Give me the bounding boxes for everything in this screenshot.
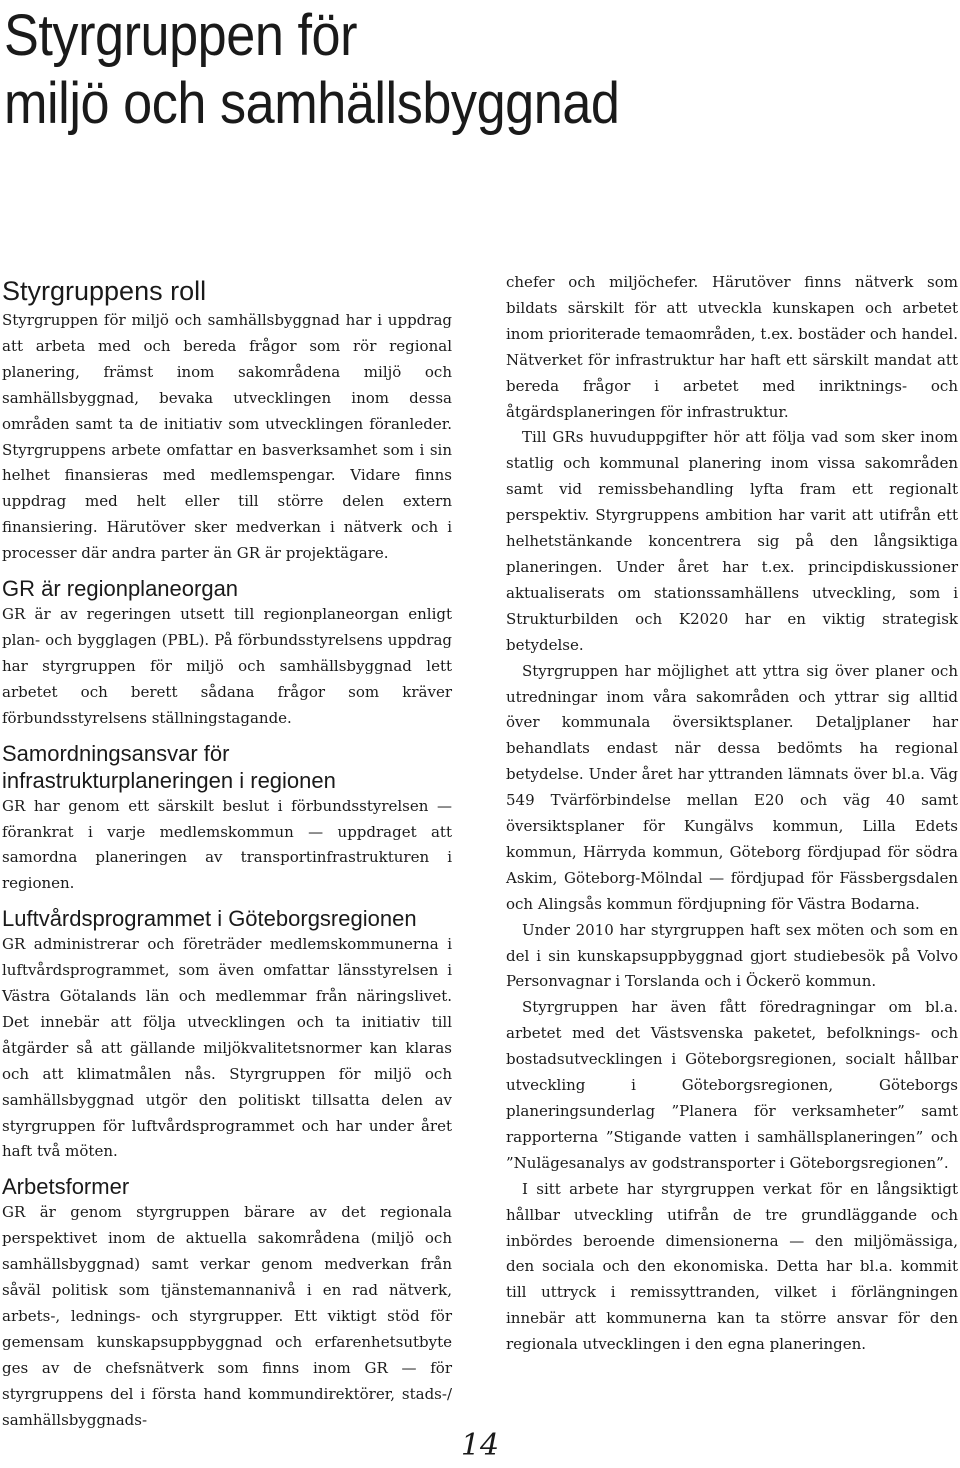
- paragraph-samordningsansvar: GR har genom ett särskilt beslut i förbundsstyrelsen — förankrat i varje medlemskommun — uppdraget att samordna planeringen av transportinfrastrukturen i regionen.: [2, 796, 452, 893]
- section-heading-samordningsansvar: [2, 740, 452, 794]
- section-heading-samordningsansvar-line-2: infrastrukturplaneringen i regionen: [2, 767, 336, 793]
- section-heading-roll: Styrgruppens roll: [2, 276, 207, 306]
- left-column: [2, 270, 452, 1434]
- section-heading-regionplaneorgan: GR är regionplaneorgan: [2, 576, 239, 602]
- paragraph-arbetsformer: GR är genom styrgruppen bärare av det regionala perspektivet inom de aktuella sakområdena (miljö och samhällsbyggnad) samt verkar genom medverkan från såväl politisk som tjänstemannanivå i en rad nätverk, arbets-, lednings- och styrgrupper. Ett viktigt stöd för gemensam kunskapsuppbyggnad och erfarenhetsutbyte ges av de chefsnätverk som finns inom GR — för styrgruppens del i första hand kommundirektörer, stads-/ samhällsbyggnads-: [2, 1203, 452, 1429]
- paragraph-foredragningar: Styrgruppen har även fått föredragningar om bl.a. arbetet med det Västsvenska paketet, befolknings- och bostadsutvecklingen i Göteborgsregionen, socialt hållbar utveckling i Göteborgsregionen, Göteborgs planeringsunderlag ”Planera för verksamheter” samt rapporterna ”Stigande vatten i samhällsplaneringen” och ”Nulägesanalys av godstransporter i Göteborgsregionen”.: [506, 998, 958, 1172]
- section-heading-arbetsformer: Arbetsformer: [2, 1174, 130, 1200]
- section-heading-luftvardsprogrammet: Luftvårdsprogrammet i Göteborgsregionen: [2, 906, 417, 932]
- paragraph-hallbar-utveckling: I sitt arbete har styrgruppen verkat för en långsiktigt hållbar utveckling utifrån de tre grundläggande och inbördes beroende dimensionerna — den miljömässiga, den sociala och den ekonomiska. Detta har bl.a. kommit till uttryck i remissyttranden, vilket i förlängningen innebär att kommunerna kan ta större ansvar för den regionala utvecklingen i den egna planeringen.: [506, 1179, 958, 1354]
- paragraph-huvuduppgifter: Till GRs huvuduppgifter hör att följa vad som sker inom statlig och kommunal planering inom vissa sakområden samt vid remissbehandling lyfta fram ett regionalt perspektiv. Styrgruppens ambition har varit att utifrån ett helhetstänkande koncentrera sig på den långsiktiga planeringen. Under året har t.ex. principdiskussioner aktualiserats om stationssamhällens utveckling, som i Strukturbilden och K2020 har en viktig strategisk betydelse.: [506, 428, 958, 654]
- paragraph-regionplaneorgan: GR är av regeringen utsett till regionplaneorgan enligt plan- och bygglagen (PBL). På förbundsstyrelsens uppdrag har styrgruppen för miljö och samhällsbyggnad lett arbetet och berett sådana frågor som kräver förbundsstyrelsens ställningstagande.: [2, 605, 452, 727]
- section-heading-samordningsansvar-line-1: Samordningsansvar för: [2, 740, 230, 766]
- page-title-line-1: Styrgruppen för: [4, 3, 358, 68]
- paragraph-moten: Under 2010 har styrgruppen haft sex möten och som en del i sin kunskapsuppbyggnad gjort studiebesök på Volvo Personvagnar i Torslanda och i Öckerö kommun.: [506, 920, 958, 991]
- paragraph-natverk: chefer och miljöchefer. Härutöver finns nätverk som bildats särskilt för att utveckla kunskapen och arbetet inom prioriterade temaområden, t.ex. bostäder och handel. Nätverket för infrastruktur har haft ett särskilt mandat att bereda frågor i arbetet med inriktnings- och åtgärdsplaneringen för infrastruktur.: [506, 273, 958, 421]
- right-column: [506, 270, 958, 1358]
- paragraph-yttranden: Styrgruppen har möjlighet att yttra sig över planer och utredningar inom våra sakområden och yttrar sig alltid över kommunala översiktsplaner. Detaljplaner har behandlats endast när dessa bedömts ha regional betydelse. Under året har yttranden lämnats över bl.a. Väg 549 Tvärförbindelse mellan E20 och väg 40 samt översiktsplaner för Kungälvs kommun, Lilla Edets kommun, Härryda kommun, Göteborg fördjupad för södra Askim, Göteborg-Mölndal — fördjupad för Fässbergsdalen och Alingsås kommun fördjupning för Västra Bodarna.: [506, 661, 958, 913]
- paragraph-roll: Styrgruppen för miljö och samhällsbyggnad har i uppdrag att arbeta med och bereda frågor som rör regional planering, främst inom sakområdena miljö och samhällsbyggnad, bevaka utvecklingen inom dessa områden samt ta de initiativ som utvecklingen föranleder. Styrgruppens arbete omfattar en basverksamhet som i sin helhet finansieras med medlemspengar. Vidare finns uppdrag med helt eller till större delen extern finansiering. Härutöver sker medverkan i nätverk och i processer där andra parter än GR är projektägare.: [2, 311, 452, 563]
- page-number: 14: [460, 1428, 500, 1463]
- paragraph-luftvardsprogrammet: GR administrerar och företräder medlemskommunerna i luftvårdsprogrammet, som även omfattar länsstyrelsen i Västra Götalands län och medlemmar från näringslivet. Det innebär att följa utvecklingen och ta initiativ till åtgärder så att gällande miljökvalitetsnormer kan klaras och att klimatmålen nås. Styrgruppen för miljö och samhällsbyggnad utgör den politiskt tillsatta delen av styrgruppen för luftvårdsprogrammet och har under året haft två möten.: [2, 935, 452, 1161]
- page-title: [4, 2, 850, 138]
- page-title-line-2: miljö och samhällsbyggnad: [4, 71, 620, 136]
